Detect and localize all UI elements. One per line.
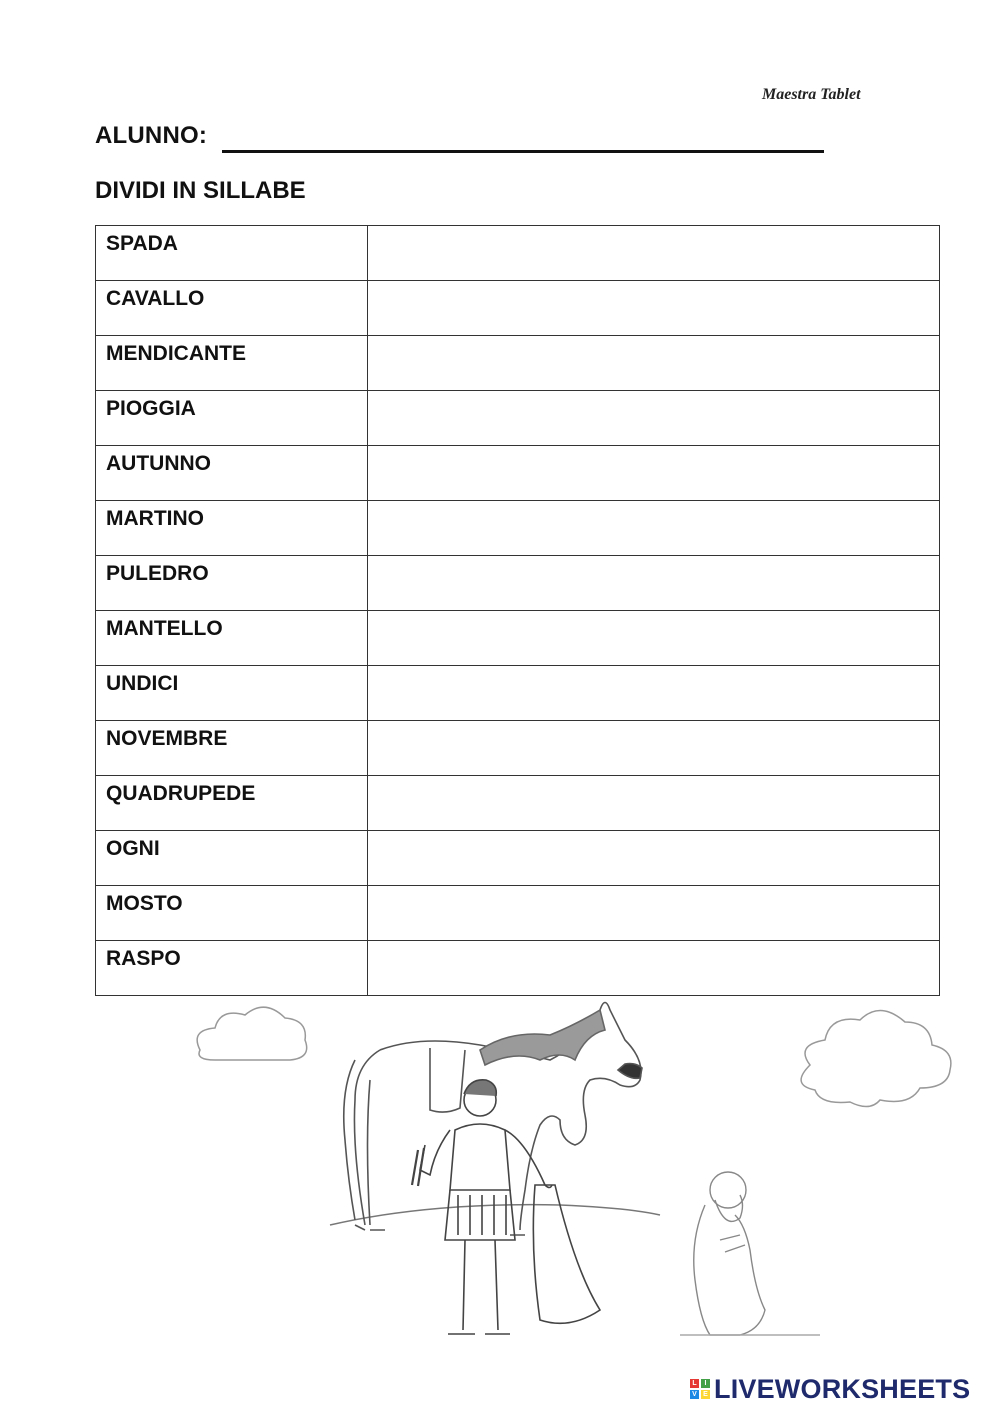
table-row (96, 941, 940, 996)
word-cell: QUADRUPEDE (96, 776, 368, 831)
syllable-answer-field[interactable] (368, 446, 940, 501)
syllable-answer-field[interactable] (368, 391, 940, 446)
word-cell: CAVALLO (96, 281, 368, 336)
syllable-answer-field[interactable] (368, 941, 940, 996)
syllable-answer-field[interactable] (368, 666, 940, 721)
word-cell: MENDICANTE (96, 336, 368, 391)
table-row (96, 556, 940, 611)
syllable-table (95, 225, 940, 996)
student-label: ALUNNO: (95, 122, 208, 149)
table-row (96, 611, 940, 666)
logo-letter: L (690, 1379, 699, 1388)
word-cell: UNDICI (96, 666, 368, 721)
table-row (96, 391, 940, 446)
table-row (96, 776, 940, 831)
word-cell: SPADA (96, 226, 368, 281)
logo-letter: E (701, 1390, 710, 1399)
table-row (96, 336, 940, 391)
table-row (96, 886, 940, 941)
table-row (96, 226, 940, 281)
soldier-drawing (412, 1080, 600, 1334)
word-cell: MARTINO (96, 501, 368, 556)
word-cell: PIOGGIA (96, 391, 368, 446)
word-cell: MOSTO (96, 886, 368, 941)
syllable-answer-field[interactable] (368, 501, 940, 556)
liveworksheets-logo (690, 1374, 970, 1404)
table-row (96, 446, 940, 501)
brand-signature: Maestra Tablet (762, 86, 861, 103)
word-cell: MANTELLO (96, 611, 368, 666)
table-row (96, 501, 940, 556)
beggar-drawing (680, 1172, 820, 1335)
table-row (96, 666, 940, 721)
logo-grid-icon (690, 1379, 710, 1399)
word-cell: AUTUNNO (96, 446, 368, 501)
cloud-right (801, 1010, 951, 1106)
logo-letter: I (701, 1379, 710, 1388)
syllable-answer-field[interactable] (368, 721, 940, 776)
student-name-field[interactable] (222, 150, 824, 153)
logo-text: LIVEWORKSHEETS (714, 1373, 971, 1404)
logo-letter: V (690, 1390, 699, 1399)
word-cell: NOVEMBRE (96, 721, 368, 776)
horse-drawing (344, 1003, 642, 1236)
cloud-left (197, 1007, 307, 1060)
word-cell: RASPO (96, 941, 368, 996)
syllable-answer-field[interactable] (368, 831, 940, 886)
syllable-answer-field[interactable] (368, 886, 940, 941)
syllable-answer-field[interactable] (368, 226, 940, 281)
saint-martin-illustration (180, 990, 970, 1360)
syllable-answer-field[interactable] (368, 281, 940, 336)
table-row (96, 721, 940, 776)
table-row (96, 281, 940, 336)
syllable-answer-field[interactable] (368, 556, 940, 611)
syllable-answer-field[interactable] (368, 611, 940, 666)
syllable-answer-field[interactable] (368, 336, 940, 391)
instruction-title: DIVIDI IN SILLABE (95, 177, 306, 204)
word-cell: PULEDRO (96, 556, 368, 611)
word-cell: OGNI (96, 831, 368, 886)
table-row (96, 831, 940, 886)
syllable-answer-field[interactable] (368, 776, 940, 831)
